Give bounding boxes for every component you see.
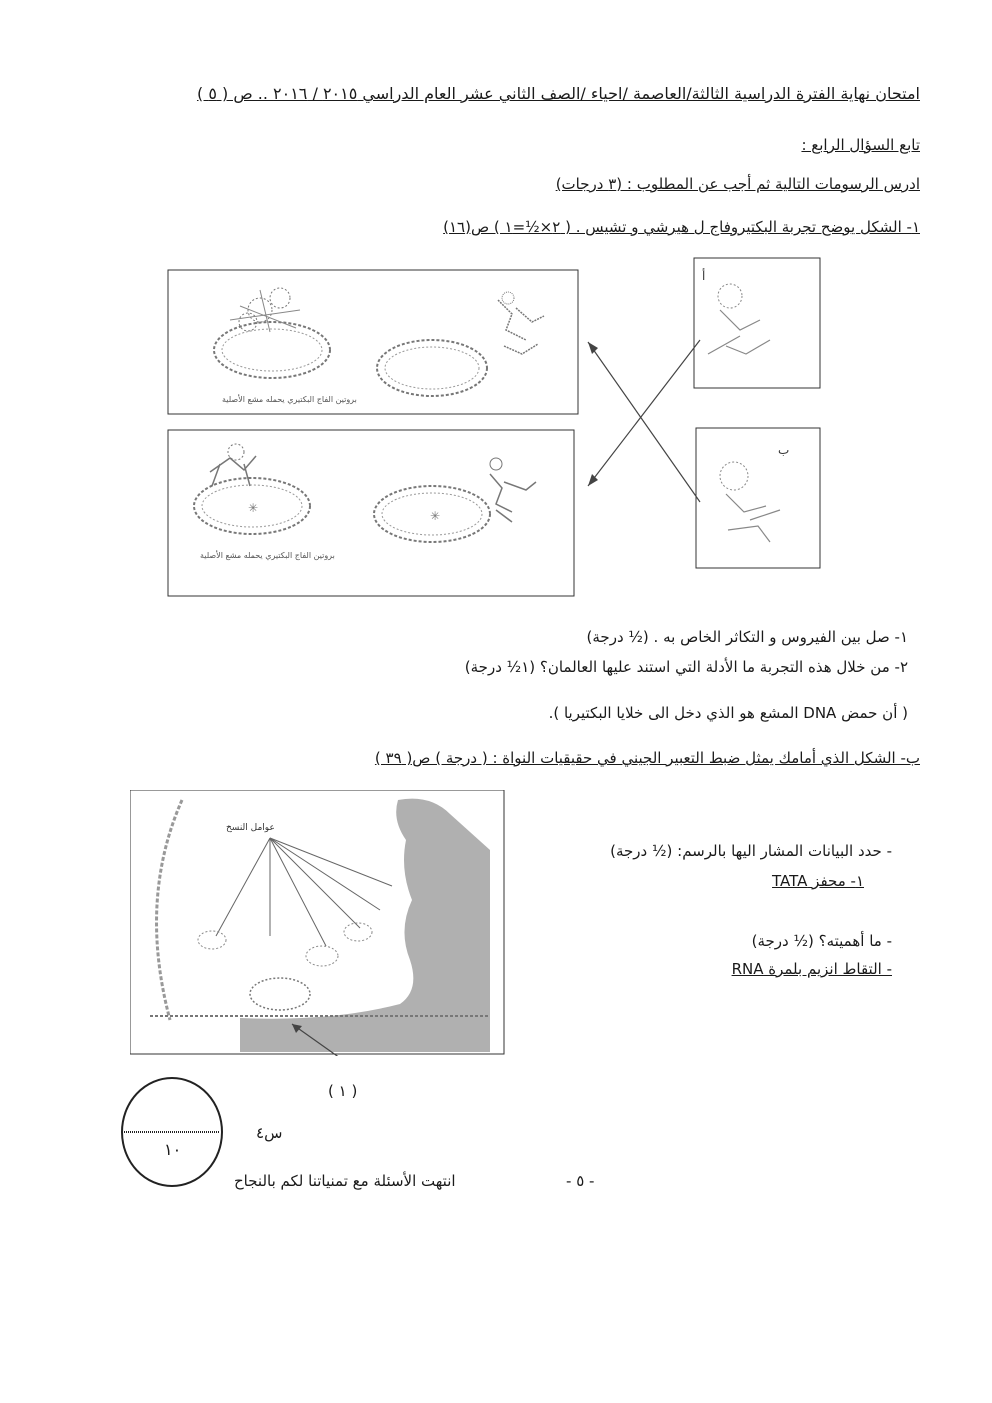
label-a: أ bbox=[702, 269, 706, 283]
phage-box-a bbox=[694, 258, 820, 388]
part2-answer-2: - التقاط انزيم بلمرة RNA bbox=[731, 960, 892, 978]
panel-bottom-caption: بروتين الفاج البكتيري يحمله مشع الأصلية bbox=[200, 551, 335, 560]
arrow-a-to-bottom bbox=[588, 340, 700, 486]
exam-header: امتحان نهاية الفترة الدراسية الثالثة/العاصمة /احياء /الصف الثاني عشر العام الدراسي ٢٠١٥ / ٢٠١٦ .. ص ( ٥ ) bbox=[196, 84, 920, 103]
diagram-marker: ( ١ ) bbox=[328, 1082, 358, 1100]
part2-question-2: - ما أهميته؟ (½ درجة) bbox=[751, 932, 892, 950]
footer-message: انتهت الأسئلة مع تمنياتنا لكم بالنجاح bbox=[234, 1172, 456, 1190]
label-b: ب bbox=[778, 443, 790, 457]
hershey-chase-figure bbox=[160, 250, 830, 602]
score-value: ١٠ bbox=[164, 1140, 182, 1159]
gene-expression-diagram bbox=[130, 790, 506, 1056]
score-label: س٤ bbox=[256, 1124, 283, 1142]
instruction: ادرس الرسومات التالية ثم أجب عن المطلوب : (٣ درجات) bbox=[555, 175, 920, 193]
infection-panel-top bbox=[168, 270, 578, 414]
panel-top-caption: بروتين الفاج البكتيري يحمله مشع الأصلية bbox=[222, 395, 357, 404]
part1-title: ١- الشكل يوضح تجربة البكتيروفاج ل هيرشي و تشيس . ( ٢×½=١ ) ص(١٦) bbox=[443, 218, 920, 236]
arrow-b-to-top bbox=[588, 342, 700, 502]
section-heading: تابع السؤال الرابع : bbox=[801, 136, 920, 154]
transcription-factors-label: عوامل النسخ bbox=[226, 823, 275, 833]
page-number: - ٥ - bbox=[566, 1172, 595, 1190]
part1-question-1: ١- صل بين الفيروس و التكاثر الخاص به . (½ درجة) bbox=[586, 628, 908, 646]
part2-answer-1: ١- محفز TATA bbox=[772, 872, 864, 890]
part2-title: ب- الشكل الذي أمامك يمثل ضبط التعبير الجيني في حقيقيات النواة : ( درجة ) ص( ٣٩ ) bbox=[374, 749, 920, 767]
part1-question-2: ٢- من خلال هذه التجربة ما الأدلة التي استند عليها العالمان؟ (١½ درجة) bbox=[464, 658, 908, 676]
svg-text:✳: ✳ bbox=[248, 501, 259, 515]
score-circle bbox=[116, 1074, 228, 1190]
part2-question-1: - حدد البيانات المشار اليها بالرسم: (½ درجة) bbox=[610, 842, 892, 860]
phage-box-b bbox=[696, 428, 820, 568]
svg-text:✳: ✳ bbox=[430, 509, 441, 523]
part1-answer: ( أن حمض DNA المشع هو الذي دخل الى خلايا البكتيريا ). bbox=[548, 704, 908, 722]
